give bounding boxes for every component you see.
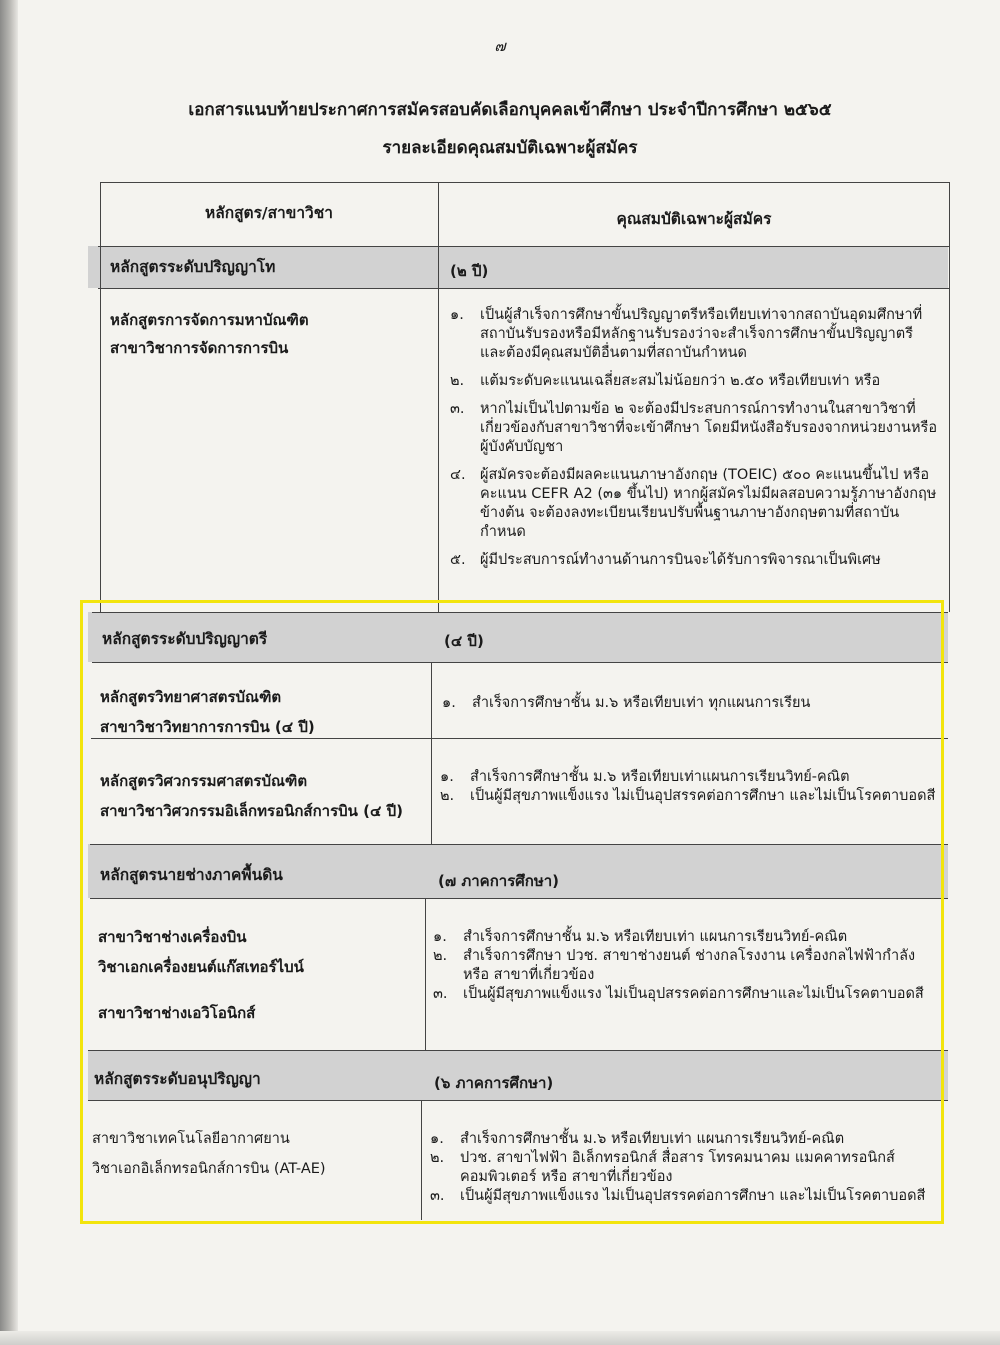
list-item: ๓. เป็นผู้มีสุขภาพแข็งแรง ไม่เป็นอุปสรรคต่อการศึกษาและไม่เป็นโรคตาบอดสี (433, 986, 924, 1002)
list-item: ๑. สำเร็จการศึกษาชั้น ม.๖ หรือเทียบเท่า แผนการเรียนวิทย์-คณิต (433, 929, 848, 945)
list-item: ๒. ปวช. สาขาไฟฟ้า อิเล็กทรอนิกส์ สื่อสาร โทรคมนาคม แมคคาทรอนิกส์ คอมพิวเตอร์ หรือ สาขาที่เกี่ยวข้อง (430, 1150, 895, 1185)
section-title-masters: หลักสูตรระดับปริญญาโท (110, 258, 276, 276)
qualifications-table (88, 182, 950, 1232)
scan-bottom-edge (0, 1331, 1000, 1345)
list-item: ๒. แต้มระดับคะแนนเฉลี่ยสะสมไม่น้อยกว่า ๒.๕๐ หรือเทียบเท่า หรือ (450, 373, 881, 389)
qualification-list-avionics-engineering (440, 768, 940, 806)
list-item: ๑. สำเร็จการศึกษาชั้น ม.๖ หรือเทียบเท่า แผนการเรียนวิทย์-คณิต (430, 1131, 845, 1147)
col-header-program: หลักสูตร/สาขาวิชา (204, 204, 333, 222)
program-name-avionics-engineering: หลักสูตรวิศวกรรมศาสตรบัณฑิต สาขาวิชาวิศวกรรมอิเล็กทรอนิกส์การบิน (๔ ปี) (100, 772, 403, 820)
list-item: ๑. เป็นผู้สำเร็จการศึกษาขั้นปริญญาตรีหรือเทียบเท่าจากสถาบันอุดมศึกษาที่สถาบันรับรองหรือมีหลักฐานรับรองว่าจะสำเร็จการศึกษาขั้นปริญญาตรี และต้องมีคุณสมบัติอื่นตามที่สถาบันกำหนด (450, 307, 923, 361)
list-item: ๓. เป็นผู้มีสุขภาพแข็งแรง ไม่เป็นอุปสรรคต่อการศึกษา และไม่เป็นโรคตาบอดสี (430, 1188, 926, 1204)
list-item: ๔. ผู้สมัครจะต้องมีผลคะแนนภาษาอังกฤษ (TOEIC) ๕๐๐ คะแนนขึ้นไป หรือคะแนน CEFR A2 (๓๑ ขึ้นไป) หากผู้สมัครไม่มีผลสอบความรู้ภาษาอังกฤษข้างต้น จะต้องลงทะเบียนเรียนปรับพื้นฐานภาษาอังกฤษตามที่สถาบันกำหนด (450, 467, 937, 540)
list-item: ๓. หากไม่เป็นไปตามข้อ ๒ จะต้องมีประสบการณ์การทำงานในสาขาวิชาที่เกี่ยวข้องกับสาขาวิชาที่จะเข้าศึกษา โดยมีหนังสือรับรองจากหน่วยงานหรือผู้บังคับบัญชา (450, 401, 938, 455)
section-title-ground-engineer: หลักสูตรนายช่างภาคพื้นดิน (100, 866, 283, 884)
list-item: ๑. สำเร็จการศึกษาชั้น ม.๖ หรือเทียบเท่า ทุกแผนการเรียน (442, 695, 811, 711)
section-title-associate: หลักสูตรระดับอนุปริญญา (94, 1070, 261, 1088)
section-duration-masters: (๒ ปี) (450, 262, 489, 280)
scan-left-edge (0, 0, 18, 1345)
list-item: ๑. สำเร็จการศึกษาชั้น ม.๖ หรือเทียบเท่าแผนการเรียนวิทย์-คณิต (440, 769, 850, 785)
program-name-masters: หลักสูตรการจัดการมหาบัณฑิต สาขาวิชาการจัดการการบิน (110, 311, 309, 357)
section-duration-associate: (๖ ภาคการศึกษา) (434, 1074, 554, 1092)
program-name-aircraft-technology: สาขาวิชาเทคโนโลยีอากาศยาน วิชาเอกอิเล็กทรอนิกส์การบิน (AT-AE) (92, 1131, 326, 1177)
program-name-aviation-science: หลักสูตรวิทยาศาสตรบัณฑิต สาขาวิชาวิทยาการการบิน (๔ ปี) (100, 688, 315, 736)
list-item: ๕. ผู้มีประสบการณ์ทำงานด้านการบินจะได้รับการพิจารณาเป็นพิเศษ (450, 552, 881, 568)
col-header-qualification: คุณสมบัติเฉพาะผู้สมัคร (616, 210, 772, 228)
qualification-list-aircraft-maintenance (433, 928, 943, 1004)
document-subtitle: รายละเอียดคุณสมบัติเฉพาะผู้สมัคร (382, 138, 638, 158)
document-title: เอกสารแนบท้ายประกาศการสมัครสอบคัดเลือกบุคคลเข้าศึกษา ประจำปีการศึกษา ๒๕๖๕ (188, 100, 832, 120)
program-name-aircraft-maintenance: สาขาวิชาช่างเครื่องบิน วิชาเอกเครื่องยนต์แก๊สเทอร์ไบน์ สาขาวิชาช่างเอวิโอนิกส์ (98, 928, 304, 1022)
page-number: ๗ (494, 37, 506, 55)
qualification-list-masters (450, 306, 940, 579)
qualification-list-aircraft-technology (430, 1130, 945, 1206)
section-title-bachelor: หลักสูตรระดับปริญญาตรี (102, 630, 268, 648)
section-duration-ground-engineer: (๗ ภาคการศึกษา) (438, 872, 560, 890)
list-item: ๒. เป็นผู้มีสุขภาพแข็งแรง ไม่เป็นอุปสรรคต่อการศึกษา และไม่เป็นโรคตาบอดสี (440, 788, 936, 804)
qualification-list-aviation-science (442, 694, 942, 713)
section-duration-bachelor: (๔ ปี) (444, 632, 484, 650)
list-item: ๒. สำเร็จการศึกษา ปวช. สาขาช่างยนต์ ช่างกลโรงงาน เครื่องกลไฟฟ้ากำลัง หรือ สาขาที่เกี่ยวข้อง (433, 948, 916, 983)
